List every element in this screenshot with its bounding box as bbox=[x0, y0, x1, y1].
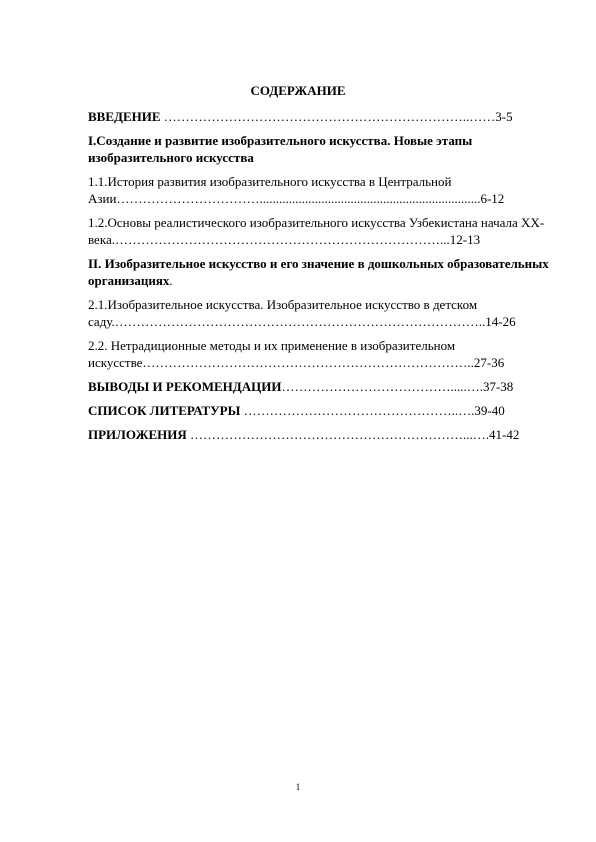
toc-entry-section-2-1[interactable] bbox=[88, 296, 550, 330]
toc-entry-pages: 12-13 bbox=[449, 232, 481, 247]
toc-entry-label: II. Изобразительное искусство и его значение в дошкольных образовательных организациях bbox=[88, 256, 549, 288]
toc-entry-conclusions[interactable] bbox=[88, 378, 550, 395]
toc-title: СОДЕРЖАНИЕ bbox=[250, 83, 346, 98]
toc-entry-label: ВЫВОДЫ И РЕКОМЕНДАЦИИ bbox=[88, 379, 282, 394]
toc-entry-label: I.Создание и развитие изобразительного искусства. Новые этапы изобразительного искусства bbox=[88, 133, 473, 165]
toc-entry-tail: . bbox=[169, 273, 173, 288]
toc-leader-dots: …………………………………………..…. bbox=[240, 403, 475, 418]
toc-leader-dots: ………………………………………………………………………….. bbox=[114, 314, 486, 329]
page-number: 1 bbox=[295, 782, 301, 792]
toc-entry-chapter-2[interactable] bbox=[88, 255, 550, 289]
toc-entry-pages: 3-5 bbox=[495, 109, 513, 124]
toc-leader-dots: ………………………………………………………………….. bbox=[142, 355, 474, 370]
toc-entry-pages: 27-36 bbox=[473, 355, 505, 370]
toc-leader-dots: …………………………………………………………………... bbox=[114, 232, 450, 247]
toc-entry-label: ВВЕДЕНИЕ bbox=[88, 109, 161, 124]
toc-entry-appendices[interactable] bbox=[88, 426, 550, 443]
toc-entry-section-2-2[interactable] bbox=[88, 337, 550, 371]
toc-entry-section-1-2[interactable] bbox=[88, 214, 550, 248]
toc-leader-dots: ………………………………….....…. bbox=[281, 379, 483, 394]
toc-entry-pages: 41-42 bbox=[489, 427, 520, 442]
toc-entry-pages: 39-40 bbox=[474, 403, 505, 418]
toc-leader-dots: ………………………………………………………...…. bbox=[186, 427, 490, 442]
table-of-contents bbox=[88, 108, 550, 450]
toc-entry-section-1-1[interactable] bbox=[88, 173, 550, 207]
toc-entry-intro[interactable] bbox=[88, 108, 550, 125]
toc-entry-references[interactable] bbox=[88, 402, 550, 419]
toc-entry-label: 2.2. Нетрадиционные методы и их применение в изобразительном искусстве bbox=[88, 338, 456, 370]
toc-entry-label: СПИСОК ЛИТЕРАТУРЫ bbox=[88, 403, 241, 418]
toc-entry-label: 2.1.Изобразительное искусства. Изобразительное искусство в детском саду. bbox=[88, 297, 478, 329]
toc-entry-pages: 37-38 bbox=[482, 379, 514, 394]
toc-entry-pages: 14-26 bbox=[485, 314, 516, 329]
toc-entry-label: 1.2.Основы реалистического изобразительного искусства Узбекистана начала XX- века. bbox=[88, 215, 545, 247]
toc-leader-dots: …………………………….................................................................... bbox=[116, 191, 481, 206]
toc-entry-label: 1.1.История развития изобразительного искусства в Центральной Азии bbox=[88, 174, 452, 206]
toc-entry-chapter-1[interactable] bbox=[88, 132, 550, 166]
toc-entry-label: ПРИЛОЖЕНИЯ bbox=[88, 427, 187, 442]
toc-entry-pages: 6-12 bbox=[480, 191, 505, 206]
toc-leader-dots: ……………………………………………………………..…… bbox=[160, 109, 496, 124]
